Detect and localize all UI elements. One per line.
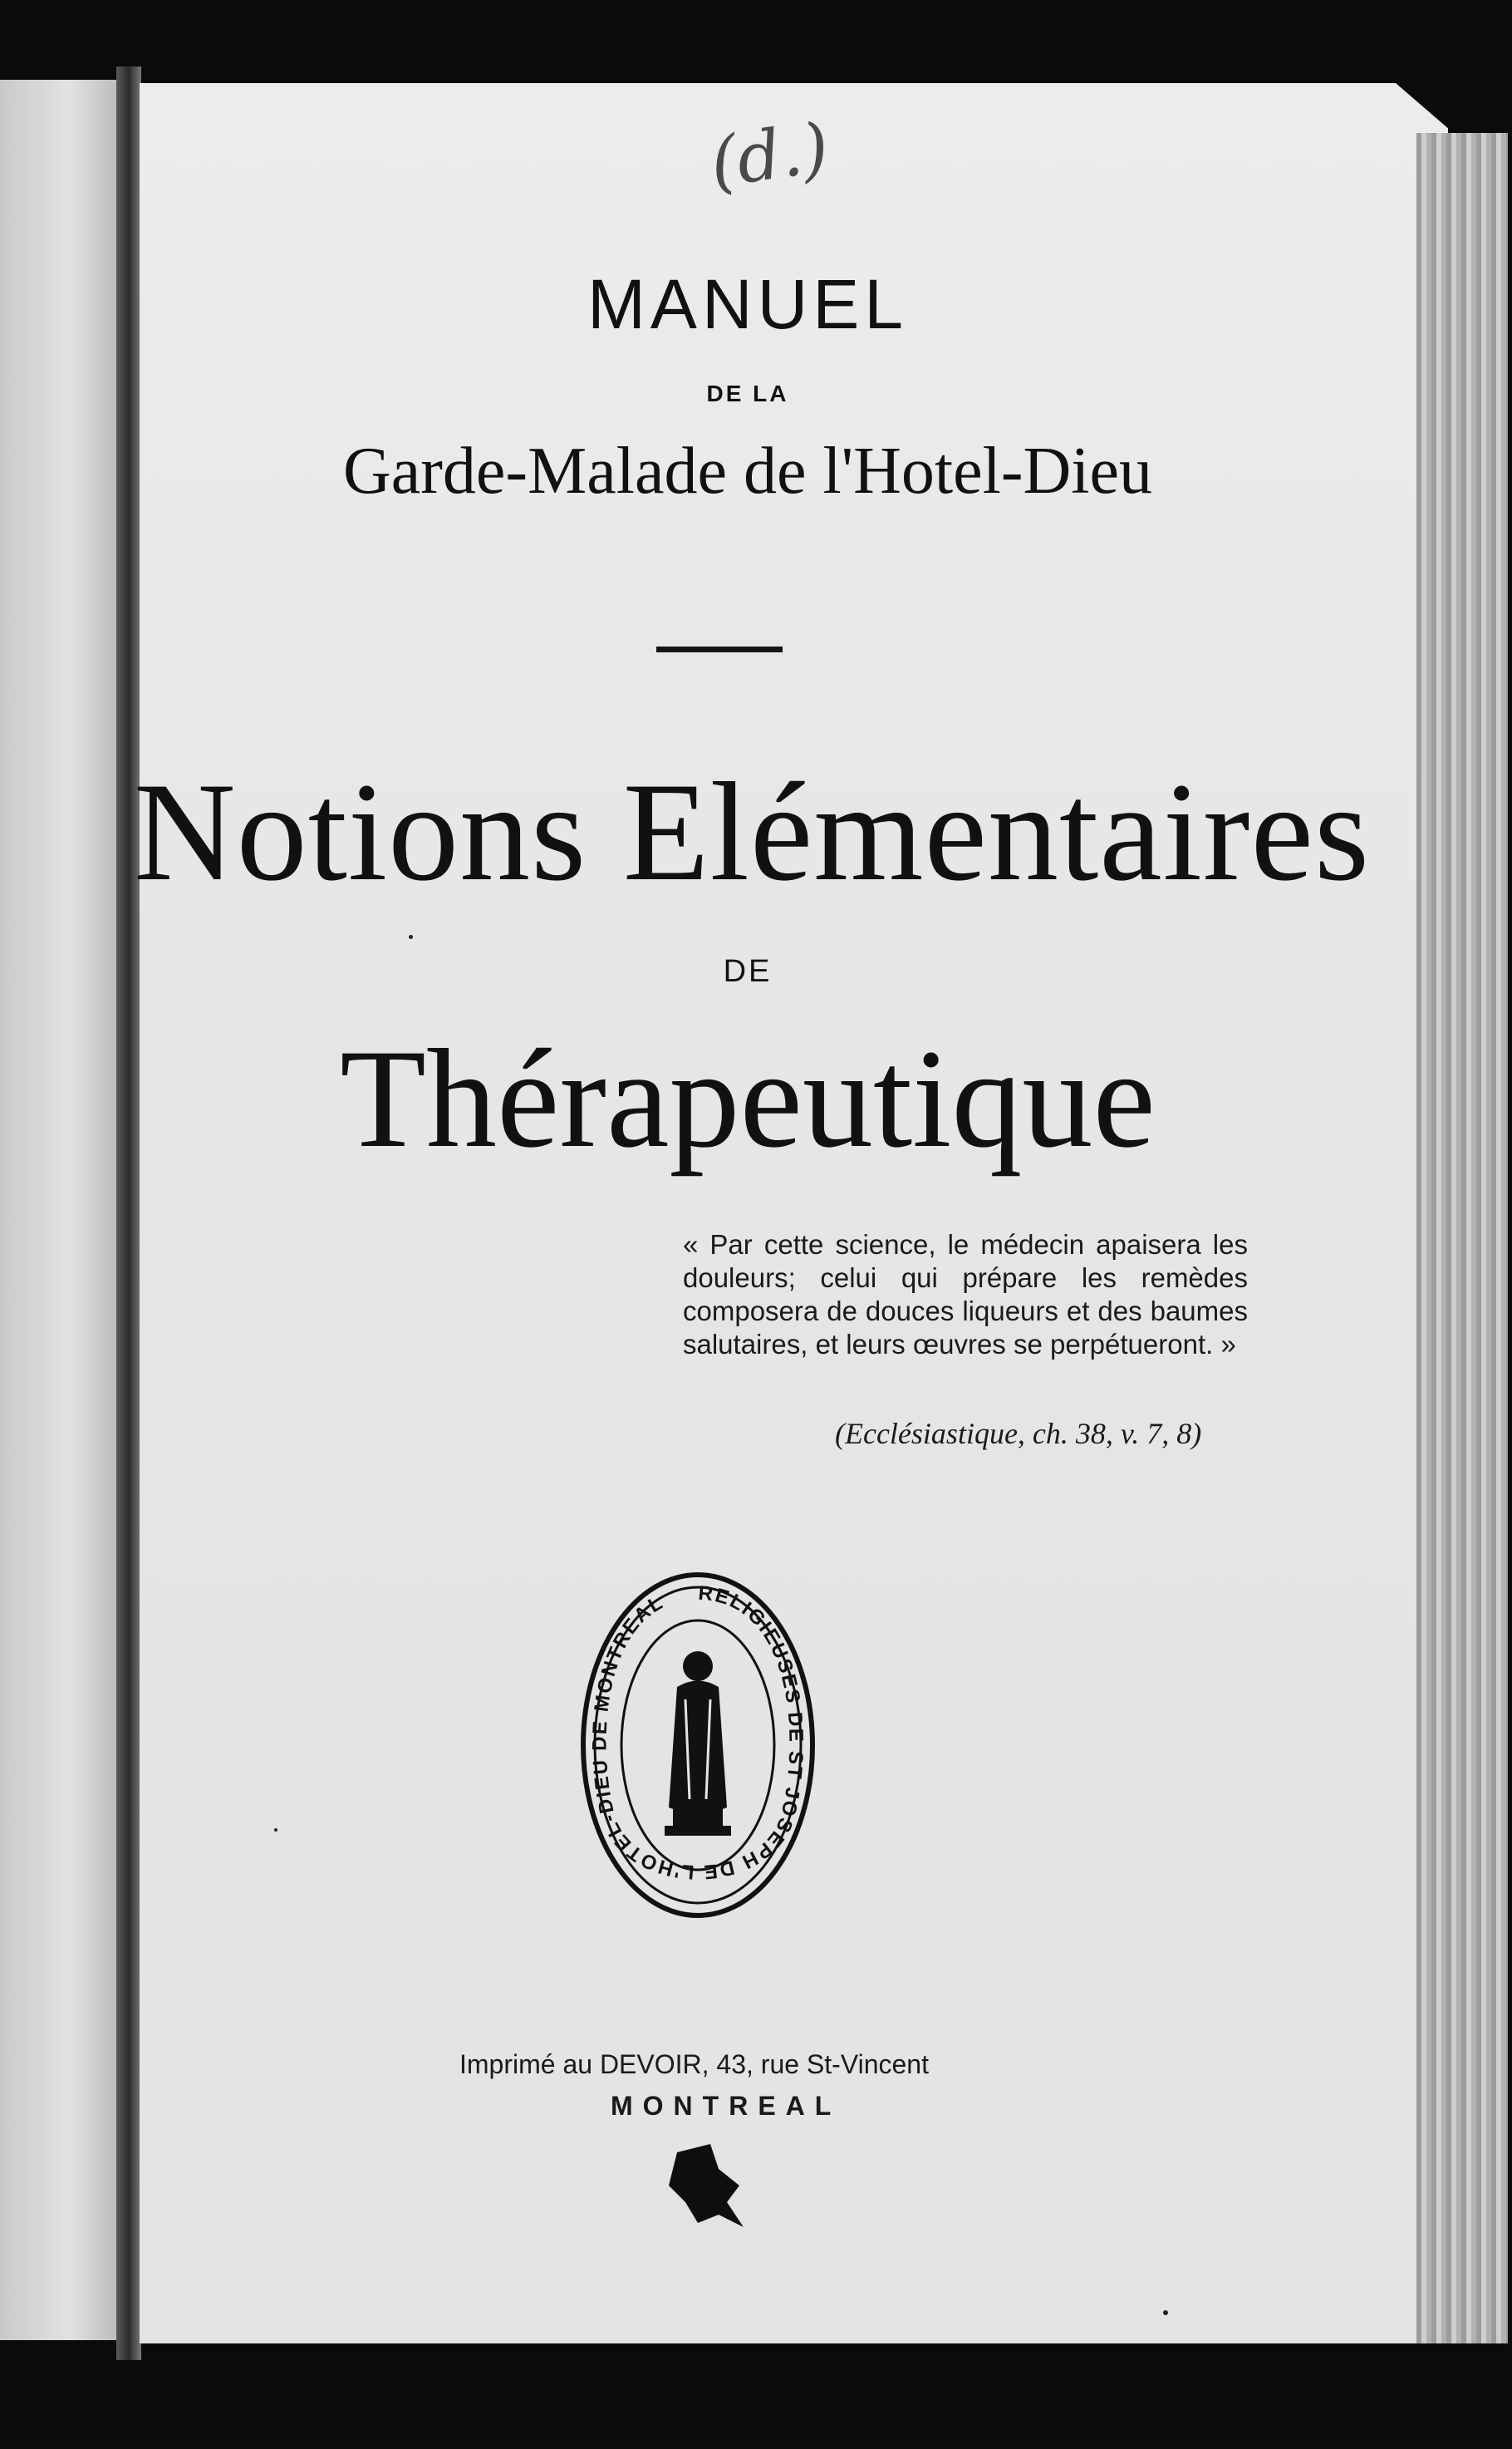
divider-rule — [656, 647, 783, 652]
seal-inscription: RELIGIEUSES DE ST JOSEPH DE L'HOTEL-DIEU DE MONTREAL — [588, 1581, 808, 1884]
imprint-city: MONTREAL — [611, 2091, 842, 2121]
paper-speck — [274, 1828, 277, 1832]
title-page — [140, 83, 1448, 2343]
book-gutter — [116, 66, 141, 2360]
paper-speck — [1163, 2310, 1168, 2315]
series-title: MANUEL — [587, 265, 909, 343]
series-connector: DE LA — [706, 381, 789, 406]
main-subject: Thérapeutique — [340, 1020, 1156, 1177]
saint-figure-icon — [665, 1651, 731, 1836]
epigraph-quote: « Par cette science, le médecin apaisera les douleurs; celui qui prépare les remèdes composera de douces liqueurs et des baumes salutaires, et leurs œuvres se perpétueront. » — [683, 1229, 1248, 1360]
series-subtitle: Garde-Malade de l'Hotel-Dieu — [343, 435, 1152, 508]
ink-blot-stamp-icon — [660, 2136, 752, 2235]
imprint-line: Imprimé au DEVOIR, 43, rue St-Vincent — [459, 2049, 929, 2079]
main-connector: DE — [723, 954, 773, 989]
seal-emblem — [573, 1566, 822, 1924]
handwritten-note: (d.) — [705, 108, 834, 204]
facing-page-edge — [0, 80, 116, 2340]
epigraph-citation: (Ecclésiastique, ch. 38, v. 7, 8) — [835, 1417, 1202, 1450]
main-title: Notions Elémentaires — [133, 754, 1371, 910]
paper-speck — [409, 935, 413, 939]
